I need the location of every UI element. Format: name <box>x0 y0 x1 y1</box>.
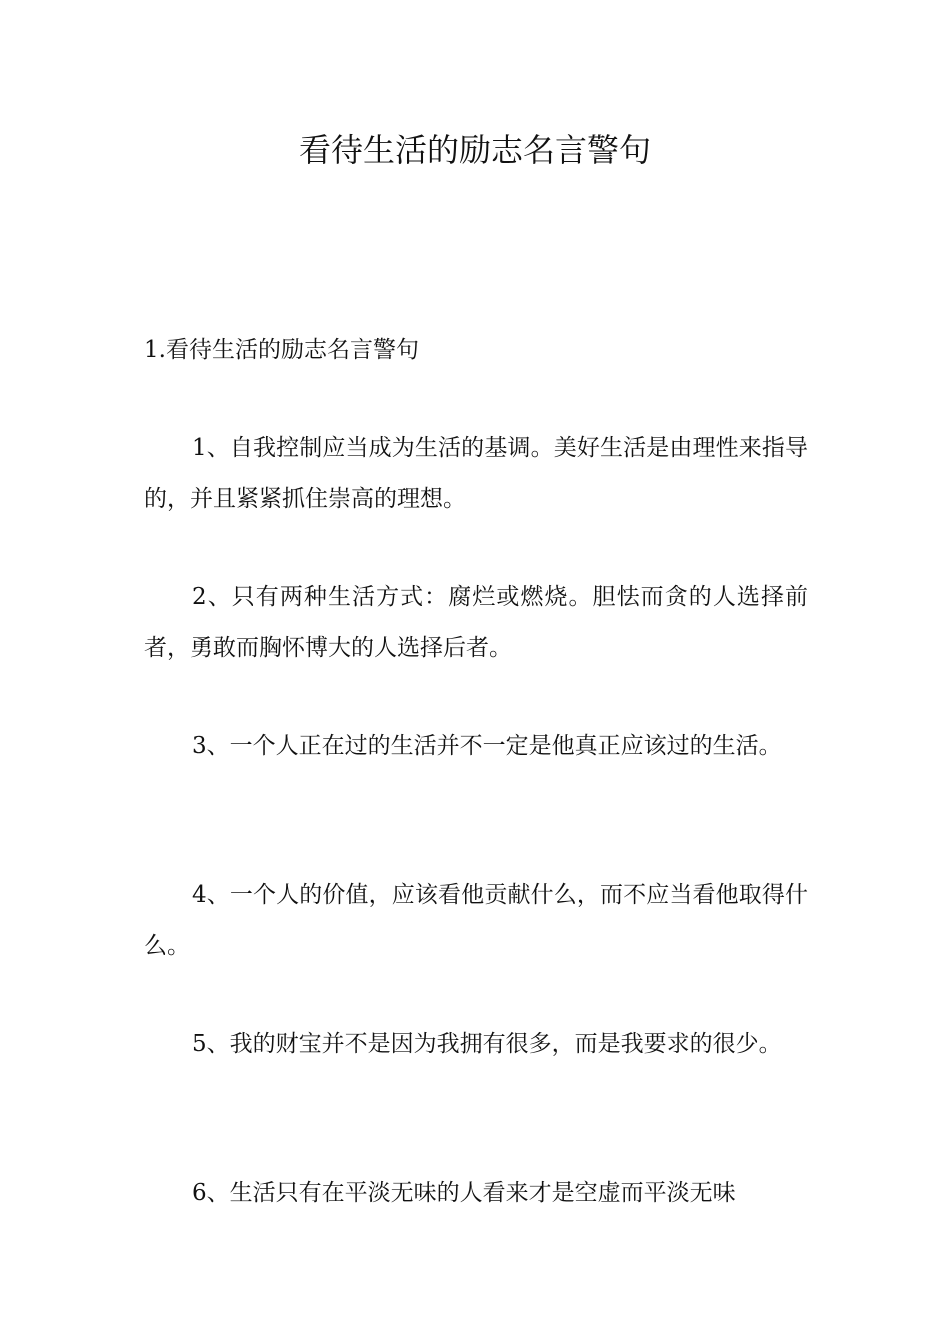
quote-paragraph-4: 4、一个人的价值，应该看他贡献什么，而不应当看他取得什么。 <box>144 882 808 959</box>
page-title: 看待生活的励志名言警句 <box>298 131 651 169</box>
quote-paragraph-1: 1、自我控制应当成为生活的基调。美好生活是由理性来指导的，并且紧紧抓住崇高的理想。 <box>144 435 808 512</box>
quote-paragraph-2: 2、只有两种生活方式：腐烂或燃烧。胆怯而贪的人选择前者，勇敢而胸怀博大的人选择后者。 <box>144 584 808 661</box>
quote-paragraph-5: 5、我的财宝并不是因为我拥有很多，而是我要求的很少。 <box>192 1031 782 1057</box>
quote-paragraph-6: 6、生活只有在平淡无味的人看来才是空虚而平淡无味 <box>192 1180 736 1206</box>
quote-paragraph-3: 3、一个人正在过的生活并不一定是他真正应该过的生活。 <box>192 733 782 759</box>
section-heading: 1.看待生活的励志名言警句 <box>144 337 419 363</box>
